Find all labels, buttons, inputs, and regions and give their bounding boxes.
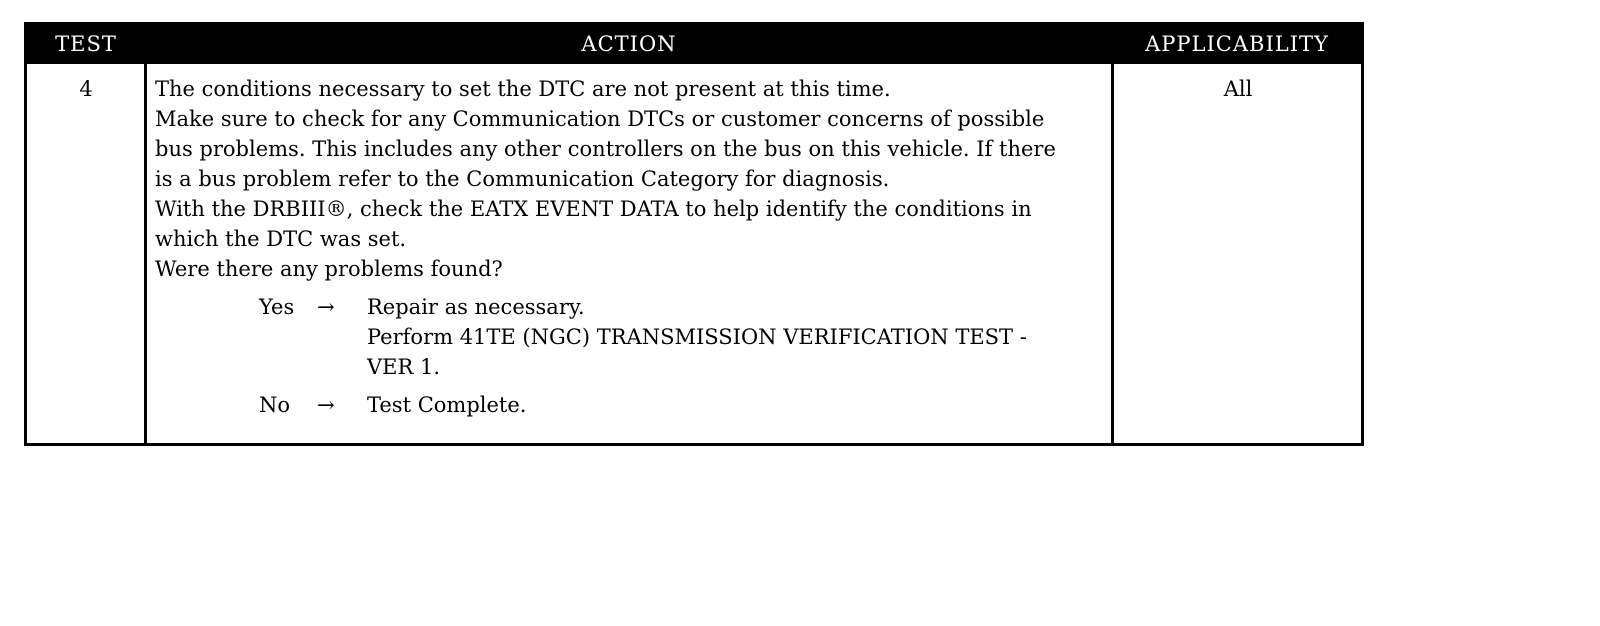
action-line: The conditions necessary to set the DTC are not present at this time. [155,77,891,101]
answer-no-label: No [259,393,291,417]
column-divider-action-applicability [1111,64,1114,443]
answer-line: VER 1. [367,355,441,379]
answer-no-text [367,390,1107,420]
action-line: which the DTC was set. [155,227,407,251]
arrow-right-icon: → [317,393,335,417]
column-divider-test-action [144,64,147,443]
answer-line: Perform 41TE (NGC) TRANSMISSION VERIFICATION TEST - [367,325,1027,349]
action-line: bus problems. This includes any other controllers on the bus on this vehicle. If there [155,137,1056,161]
answer-yes-text [367,292,1107,382]
answer-no [155,390,1107,420]
answer-list [155,292,1107,420]
applicability-cell: All [1223,77,1253,101]
action-line: Make sure to check for any Communication DTCs or customer concerns of possible [155,107,1045,131]
header-test: TEST [55,32,117,56]
answer-line: Test Complete. [367,393,527,417]
test-number-cell: 4 [79,77,93,101]
answer-yes [155,292,1107,382]
answer-line: Repair as necessary. [367,295,585,319]
diagnostic-test-table [24,22,1364,446]
header-action: ACTION [581,32,677,56]
arrow-right-icon: → [317,295,335,319]
header-applicability: APPLICABILITY [1145,32,1329,56]
action-question: Were there any problems found? [155,257,503,281]
table-header-row [27,25,1361,64]
action-cell [155,64,1107,428]
action-line: is a bus problem refer to the Communication Category for diagnosis. [155,167,890,191]
action-line: With the DRBIII®, check the EATX EVENT DATA to help identify the conditions in [155,197,1032,221]
answer-yes-label: Yes [259,295,295,319]
